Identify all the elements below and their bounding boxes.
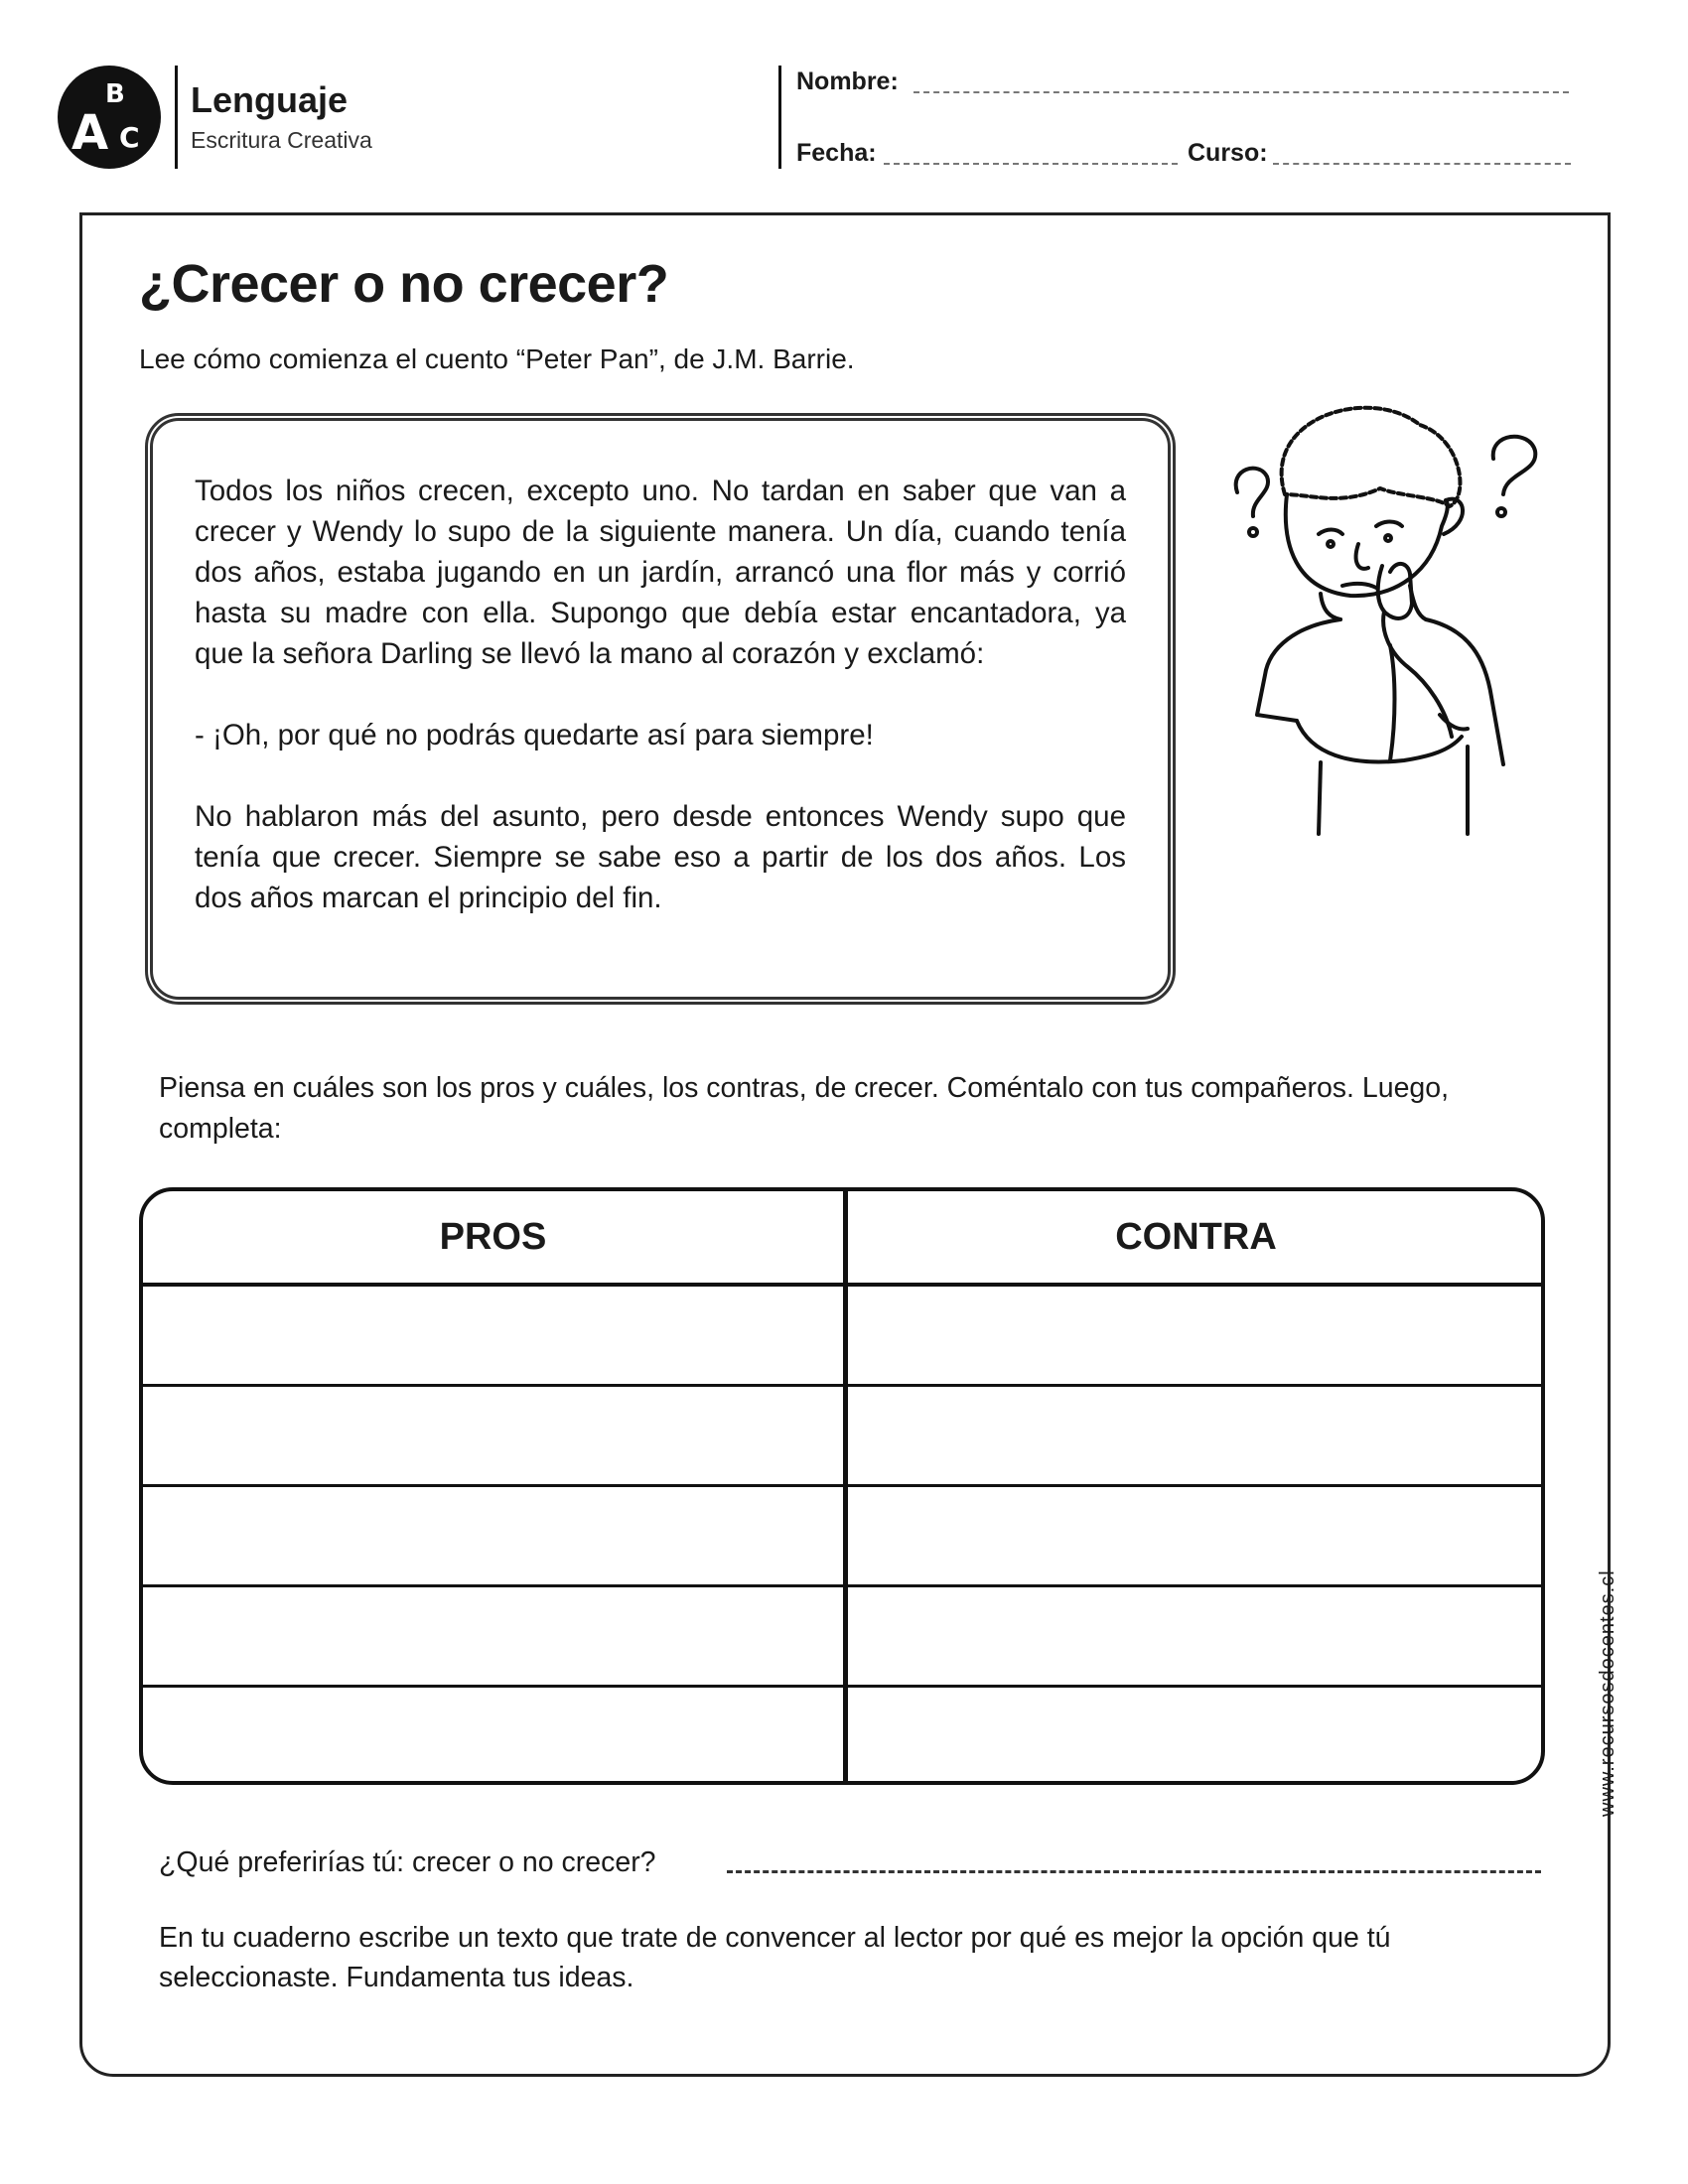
contra-header: CONTRA [1115,1216,1277,1258]
pros-cell-1[interactable] [143,1287,843,1384]
story-paragraph: - ¡Oh, por qué no podrás quedarte así para siempre! [195,719,874,751]
story-box [145,413,1176,1005]
intro-text: Lee cómo comienza el cuento “Peter Pan”, de J.M. Barrie. [139,343,855,374]
worksheet-title: ¿Crecer o no crecer? [139,254,669,314]
website-credit: www.recursosdocentes.cl [1597,1570,1618,1817]
date-label: Fecha: [796,139,877,167]
pros-cell-5[interactable] [143,1688,843,1785]
pros-cell-4[interactable] [143,1587,843,1685]
pros-cell-3[interactable] [143,1487,843,1584]
subject-topic: Escritura Creativa [191,127,372,153]
thinking-boy-illustration [1201,377,1579,844]
pros-header: PROS [439,1216,547,1258]
contra-cell-4[interactable] [848,1587,1545,1685]
logo-letter-b: B [105,79,125,109]
story-paragraph: No hablaron más del asunto, pero desde entonces Wendy supo que tenía que crecer. Siempre se sabe eso a partir de los dos años. Los dos años marcan el principio del fin. [195,800,1126,914]
name-field[interactable] [914,89,1569,93]
table-header [143,1191,1541,1287]
course-field[interactable] [1273,161,1571,165]
date-field[interactable] [884,161,1178,165]
name-label: Nombre: [796,68,899,95]
story-paragraph: Todos los niños crecen, excepto uno. No tardan en saber que van a crecer y Wendy lo supo de la siguiente manera. Un día, cuando tenía dos años, estaba jugando en un jardín, arrancó una flor más y corrió hasta su madre con ella. Supongo que debía estar encantadora, ya que la señora Darling se llevó la mano al corazón y exclamó: [195,475,1126,670]
abc-logo [58,66,161,169]
closing-instruction: En tu cuaderno escribe un texto que trate de convencer al lector por qué es mejor la opción que tú seleccionaste. Fundamenta tus ideas. [159,1922,1391,1993]
logo-letter-c: C [119,121,140,154]
pros-cell-2[interactable] [143,1387,843,1484]
subject-title: Lenguaje [191,79,349,120]
contra-cell-2[interactable] [848,1387,1545,1484]
course-label: Curso: [1188,139,1268,167]
activity-prompt: Piensa en cuáles son los pros y cuáles, los contras, de crecer. Coméntalo con tus compañeros. Luego, completa: [159,1072,1450,1145]
logo-letter-a: A [71,105,109,161]
contra-cell-3[interactable] [848,1487,1545,1584]
contra-cell-1[interactable] [848,1287,1545,1384]
header-divider [175,66,178,169]
header-divider-right [778,66,781,169]
preference-answer-line[interactable] [727,1870,1541,1873]
contra-cell-5[interactable] [848,1688,1545,1785]
pros-contra-table [139,1187,1545,1785]
preference-question: ¿Qué preferirías tú: crecer o no crecer? [159,1846,656,1878]
